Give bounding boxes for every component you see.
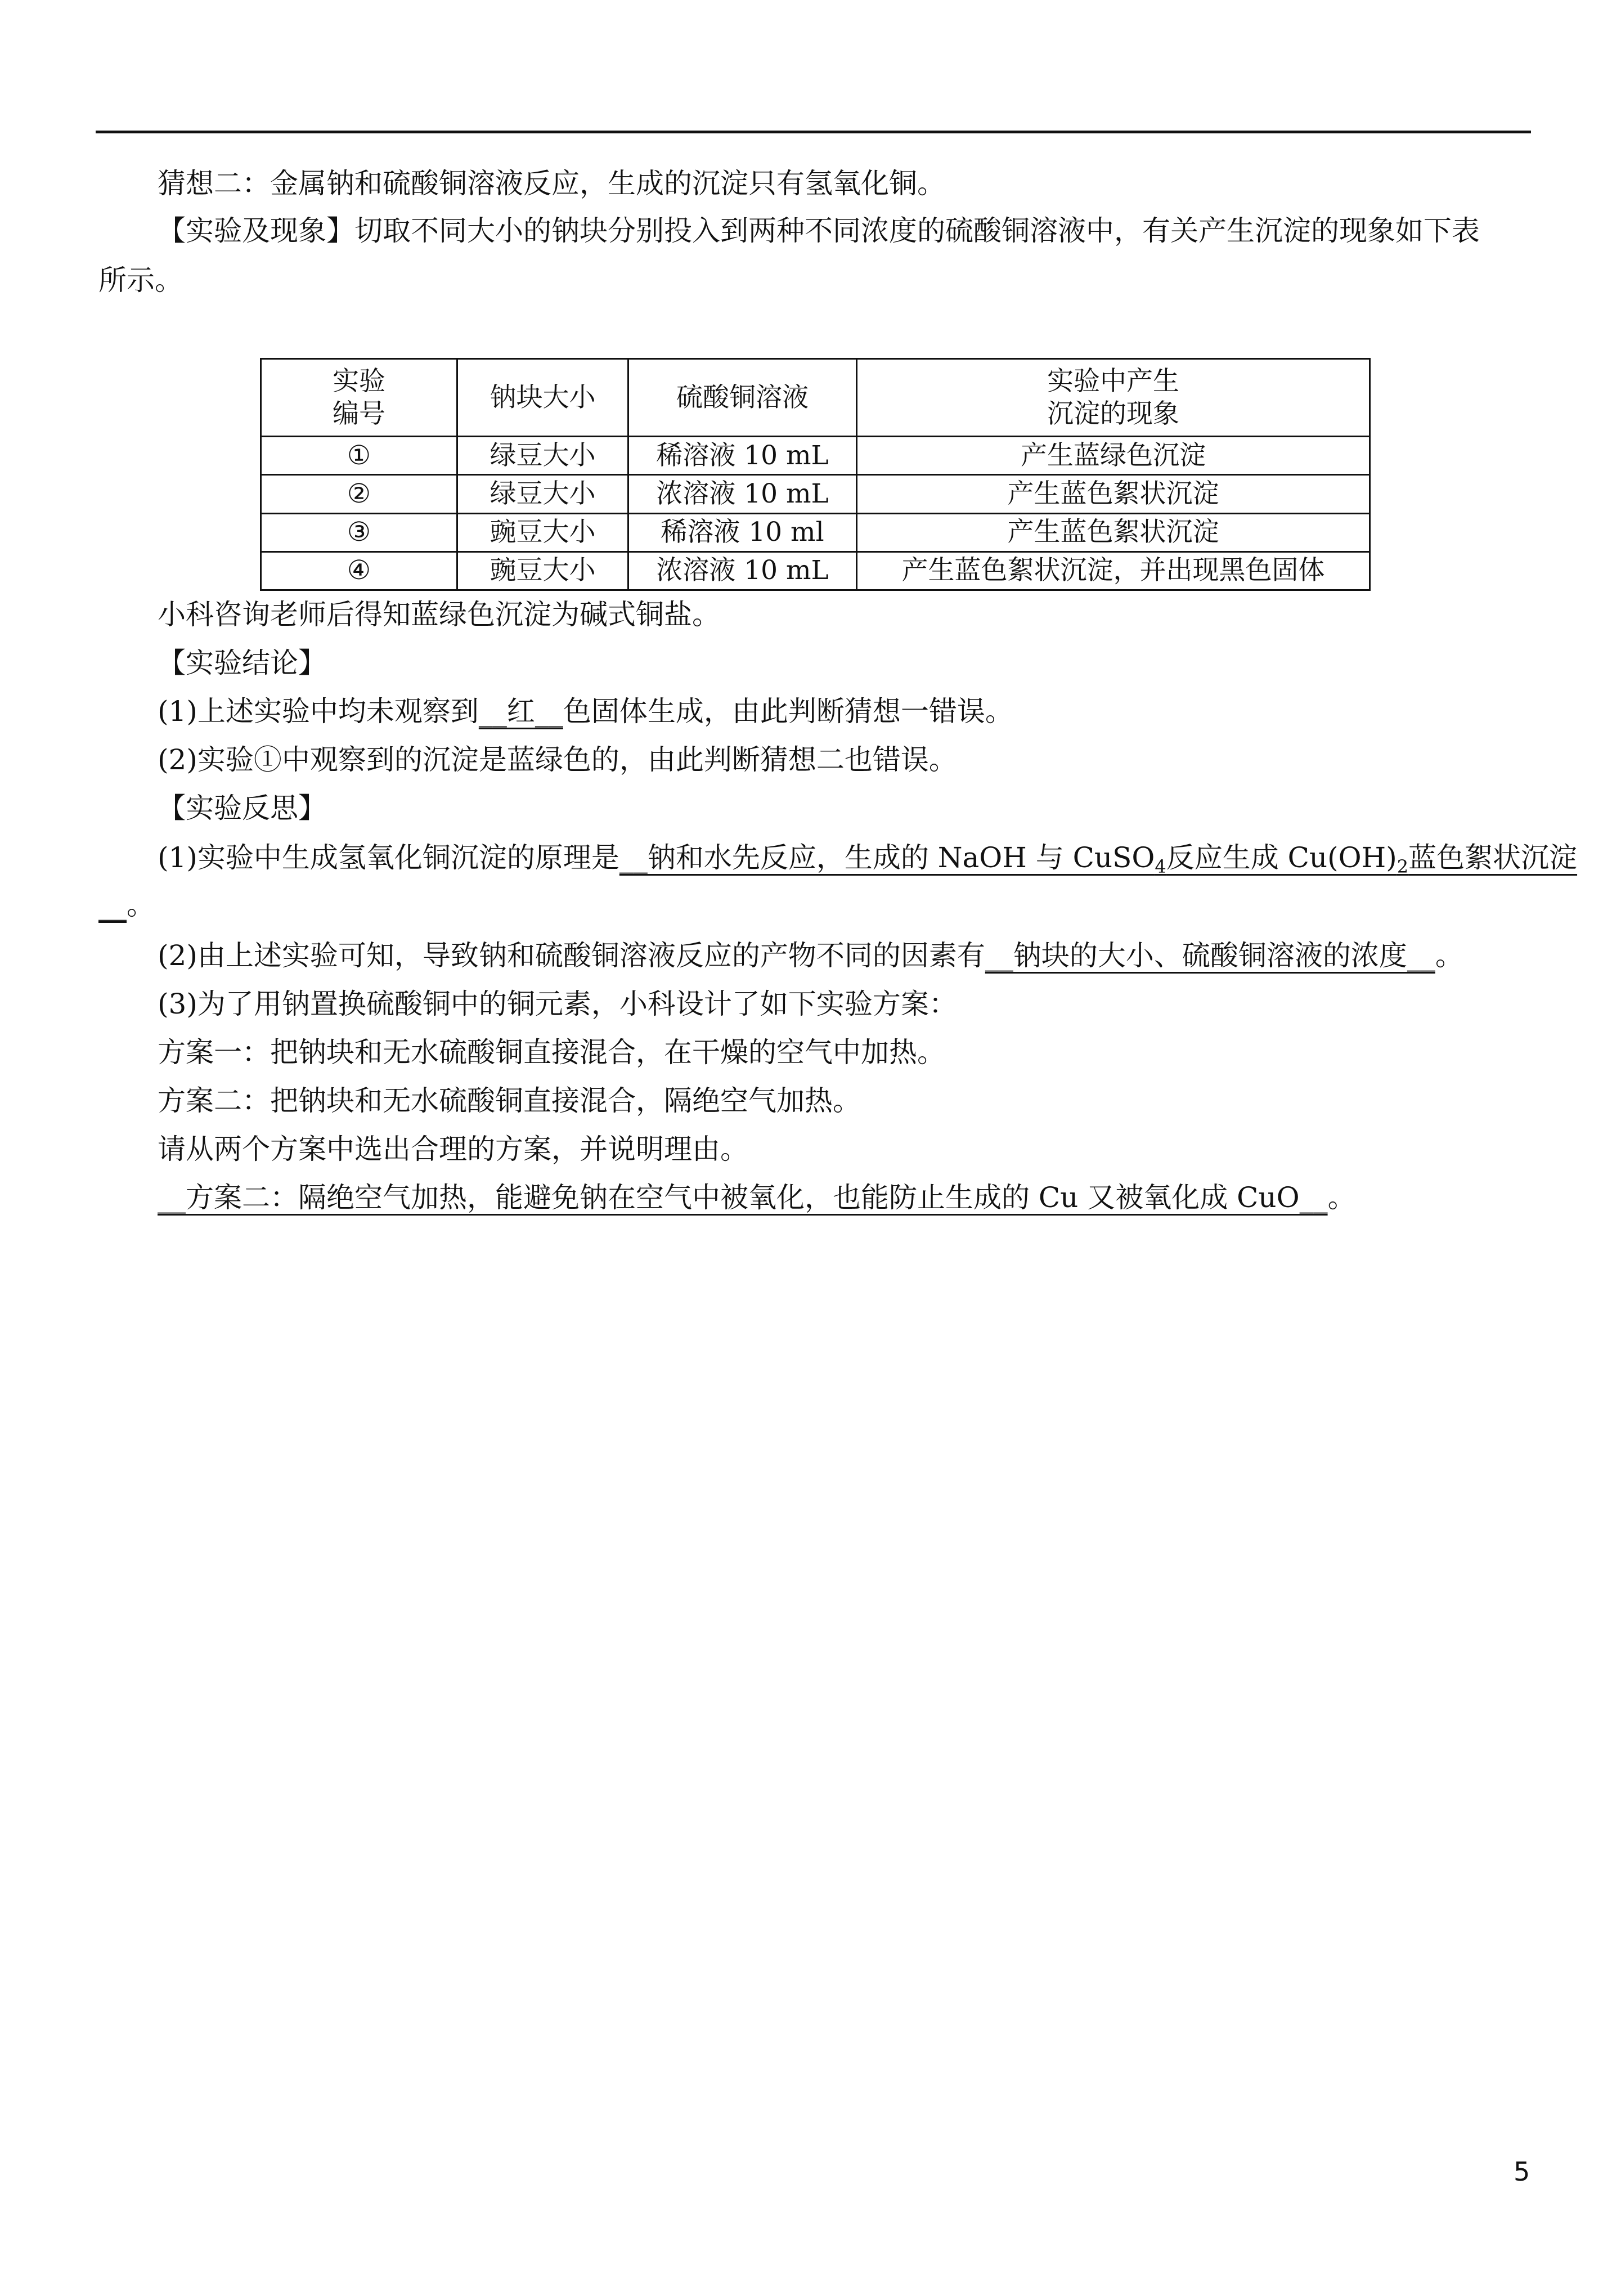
cell-solution: 稀溶液 10 ml xyxy=(628,513,857,551)
final-answer: __方案二：隔绝空气加热，能避免钠在空气中被氧化，也能防止生成的 Cu 又被氧化成 CuO__。 xyxy=(158,1181,1356,1214)
experiment-table xyxy=(260,358,1371,591)
cell-size: 豌豆大小 xyxy=(457,513,628,551)
cell-phenomenon: 产生蓝色絮状沉淀 xyxy=(857,513,1370,551)
conclusion-1: (1)上述实验中均未观察到__红__色固体生成，由此判断猜想一错误。 xyxy=(158,695,1013,728)
reflection-2: (2)由上述实验可知，导致钠和硫酸铜溶液反应的产物不同的因素有__钠块的大小、硫酸铜溶液的浓度__。 xyxy=(158,939,1463,972)
header-experiment-number: 实验 编号 xyxy=(261,359,457,437)
cell-solution: 稀溶液 10 mL xyxy=(628,437,857,475)
header-sodium-size: 钠块大小 xyxy=(457,359,628,437)
conclusion-header: 【实验结论】 xyxy=(158,647,326,679)
cell-size: 绿豆大小 xyxy=(457,437,628,475)
cell-id: ④ xyxy=(261,551,457,590)
conclusion-1-answer: __红__ xyxy=(478,695,563,728)
table-row xyxy=(261,551,1370,590)
reflection-3: (3)为了用钠置换硫酸铜中的铜元素，小科设计了如下实验方案： xyxy=(158,988,957,1020)
cell-size: 绿豆大小 xyxy=(457,475,628,513)
question-prompt: 请从两个方案中选出合理的方案，并说明理由。 xyxy=(158,1133,748,1165)
header-rule xyxy=(96,131,1531,133)
cell-phenomenon: 产生蓝绿色沉淀 xyxy=(857,437,1370,475)
guess-two-text: 猜想二：金属钠和硫酸铜溶液反应，生成的沉淀只有氢氧化铜。 xyxy=(158,167,945,200)
reflection-1: (1)实验中生成氢氧化铜沉淀的原理是__钠和水先反应，生成的 NaOH 与 CuSO$_4$反应生成 $Cu(OH)_2$蓝色絮状沉淀 xyxy=(158,841,1578,877)
final-answer-text: __方案二：隔绝空气加热，能避免钠在空气中被氧化，也能防止生成的 Cu 又被氧化成 CuO__ xyxy=(158,1181,1328,1214)
plan-one: 方案一：把钠块和无水硫酸铜直接混合，在干燥的空气中加热。 xyxy=(158,1036,945,1069)
cell-solution: 浓溶液 10 mL xyxy=(628,475,857,513)
reflection-1-answer: __钠和水先反应，生成的 NaOH 与 CuSO$_4$反应生成 $Cu(OH)_2$蓝色絮状沉淀 xyxy=(619,841,1578,877)
page-number: 5 xyxy=(1514,2156,1530,2187)
conclusion-2: (2)实验①中观察到的沉淀是蓝绿色的，由此判断猜想二也错误。 xyxy=(158,743,957,776)
plan-two: 方案二：把钠块和无水硫酸铜直接混合，隔绝空气加热。 xyxy=(158,1084,861,1117)
table-row xyxy=(261,437,1370,475)
reflection-2-answer: __钠块的大小、硫酸铜溶液的浓度__ xyxy=(985,939,1435,972)
cell-phenomenon: 产生蓝色絮状沉淀 xyxy=(857,475,1370,513)
header-precipitate-phenomenon: 实验中产生 沉淀的现象 xyxy=(857,359,1370,437)
cell-phenomenon: 产生蓝色絮状沉淀，并出现黑色固体 xyxy=(857,551,1370,590)
table-row xyxy=(261,475,1370,513)
reflection-1-continued: __。 xyxy=(98,889,155,921)
table-row xyxy=(261,513,1370,551)
header-copper-sulfate-solution: 硫酸铜溶液 xyxy=(628,359,857,437)
teacher-note: 小科咨询老师后得知蓝绿色沉淀为碱式铜盐。 xyxy=(158,598,720,631)
cell-size: 豌豆大小 xyxy=(457,551,628,590)
cell-solution: 浓溶液 10 mL xyxy=(628,551,857,590)
reflection-header: 【实验反思】 xyxy=(158,792,326,824)
experiment-intro-line1: 【实验及现象】切取不同大小的钠块分别投入到两种不同浓度的硫酸铜溶液中，有关产生沉淀的现象如下表 xyxy=(158,214,1480,247)
cell-id: ② xyxy=(261,475,457,513)
experiment-intro-line2: 所示。 xyxy=(98,264,183,297)
cell-id: ① xyxy=(261,437,457,475)
cell-id: ③ xyxy=(261,513,457,551)
table-header-row xyxy=(261,359,1370,437)
